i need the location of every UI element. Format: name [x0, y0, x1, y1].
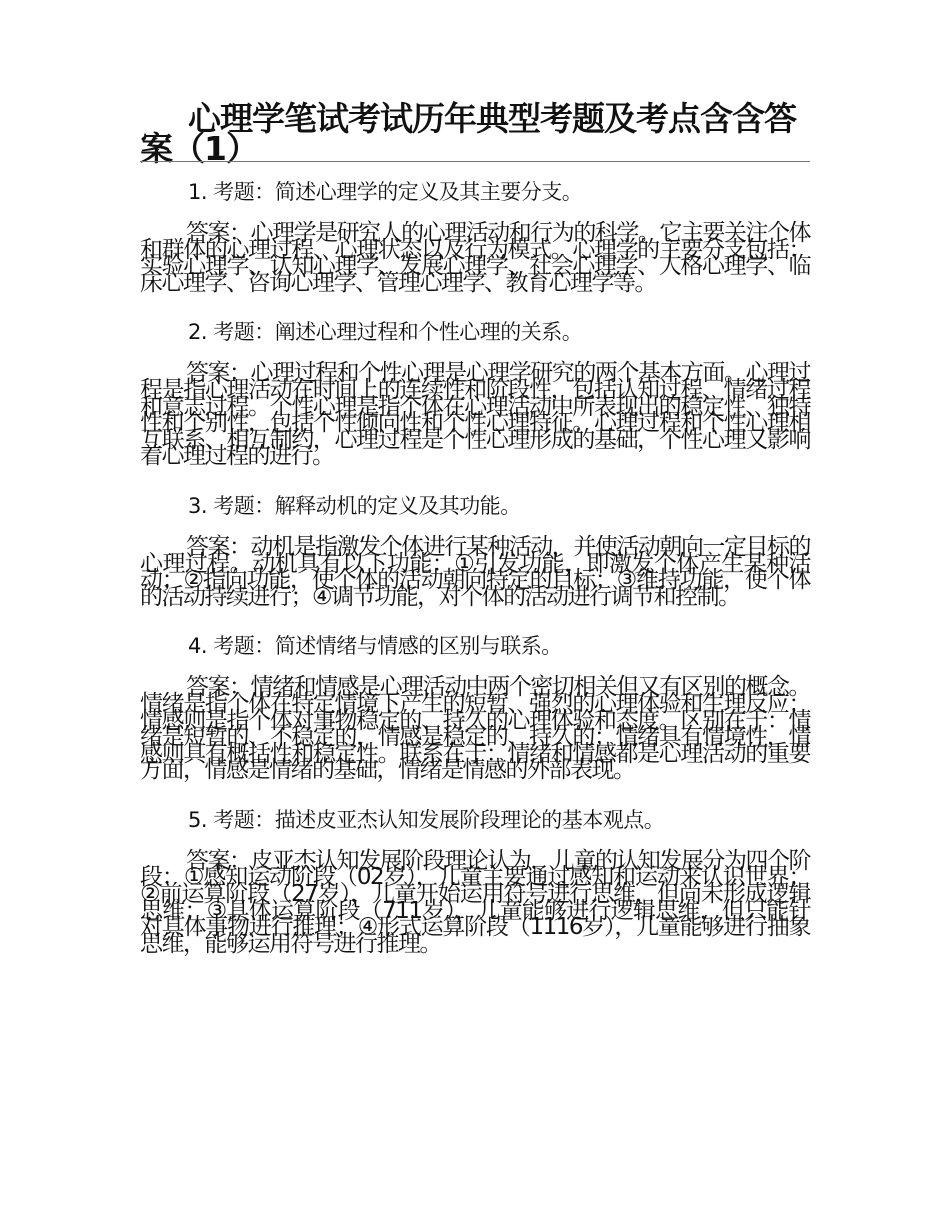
- answer-4: 答案：情绪和情感是心理活动中两个密切相关但又有区别的概念。情绪是指个体在特定情境下产生的短暂、强烈的心理体验和生理反应；情感则是指个体对事物稳定的、持久的心理体验和态度。区别在于：情绪是短暂的、不稳定的，情感是稳定的、持久的；情绪具有情境性，情感则具有概括性和稳定性。联系在于：情绪和情感都是心理活动的重要方面，情感是情绪的基础，情绪是情感的外部表现。: [140, 674, 810, 784]
- question-5: 5. 考题：描述皮亚杰认知发展阶段理论的基本观点。: [188, 807, 665, 832]
- answer-5: 答案：皮亚杰认知发展阶段理论认为，儿童的认知发展分为四个阶段：①感知运动阶段（02岁），儿童主要通过感知和运动来认识世界；②前运算阶段（27岁），儿童开始运用符号进行思维，但尚未形成逻辑思维；③具体运算阶段（711岁），儿童能够进行逻辑思维，但只能针对具体事物进行推理；④形式运算阶段（1116岁），儿童能够进行抽象思维，能够运用符号进行推理。: [140, 847, 810, 957]
- question-1: 1. 考题：简述心理学的定义及其主要分支。: [188, 180, 583, 204]
- qa-list: [140, 177, 810, 978]
- question-2: 2. 考题：阐述心理过程和个性心理的关系。: [188, 320, 583, 345]
- title-underline: [140, 161, 810, 162]
- document-title: 心理学笔试考试历年典型考题及考点含含答案（1）: [140, 99, 796, 168]
- question-3: 3. 考题：解释动机的定义及其功能。: [188, 493, 521, 518]
- answer-1: 答案：心理学是研究人的心理活动和行为的科学。它主要关注个体和群体的心理过程、心理状态以及行为模式。心理学的主要分支包括：实验心理学、认知心理学、发展心理学、社会心理学、人格心理学、临床心理学、咨询心理学、管理心理学、教育心理学等。: [140, 220, 810, 296]
- answer-2: 答案：心理过程和个性心理是心理学研究的两个基本方面。心理过程是指心理活动在时间上的连续性和阶段性，包括认知过程、情绪过程和意志过程。个性心理是指个体在心理活动中所表现出的稳定性、独特性和个别性，包括个性倾向性和个性心理特征。心理过程和个性心理相互联系、相互制约，心理过程是个性心理形成的基础，个性心理又影响着心理过程的进行。: [140, 360, 810, 470]
- question-4: 4. 考题：简述情绪与情感的区别与联系。: [188, 634, 562, 659]
- answer-3: 答案：动机是指激发个体进行某种活动，并使活动朝向一定目标的心理过程。动机具有以下功能：①引发功能，即激发个体产生某种活动；②指向功能，使个体的活动朝向特定的目标；③维持功能，使个体的活动持续进行；④调节功能，对个体的活动进行调节和控制。: [140, 533, 810, 610]
